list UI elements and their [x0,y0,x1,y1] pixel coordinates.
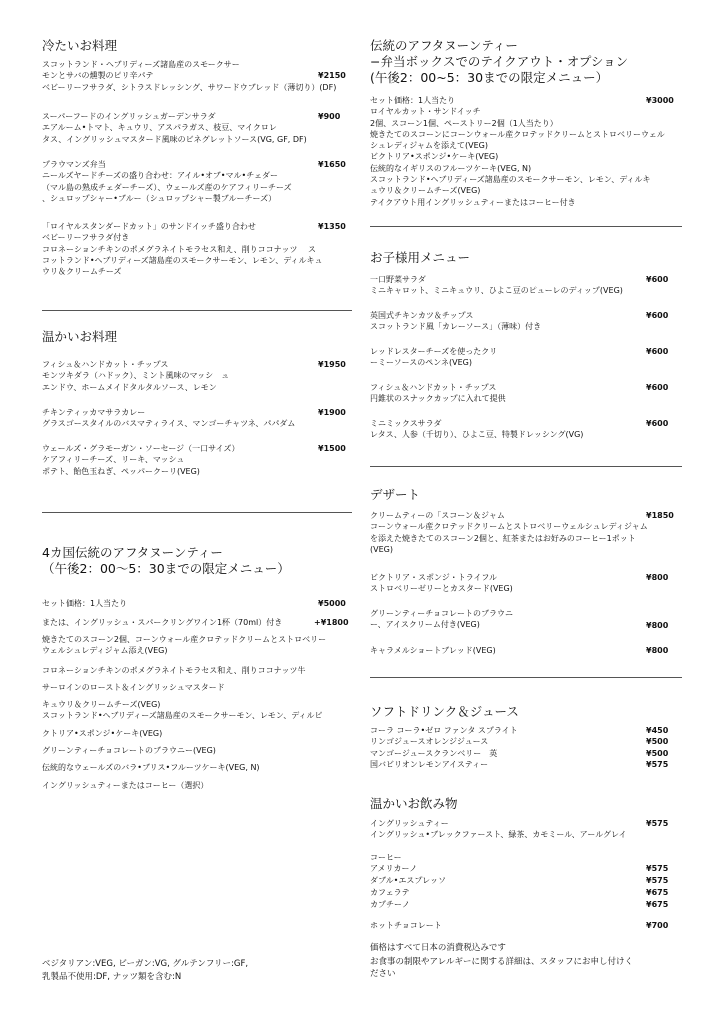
tea-section-title: 4カ国伝統のアフタヌーンティー [42,545,223,560]
drink-price: ¥500 [646,748,669,758]
menu-item [370,645,670,656]
item-line: ベビーリーフサラダ付き [42,233,130,243]
takeout-content [370,95,674,208]
coffee-row [370,875,670,886]
menu-item [42,359,346,393]
item-line: ポテト、飴色玉ねぎ、ペッパークーリ(VEG) [42,466,200,476]
takeout-title: 伝統のアフタヌーンティー [370,38,518,53]
item-line: クトリア•スポンジ•ケーキ(VEG) [42,728,163,738]
coffee-price: ¥575 [646,864,669,874]
drink-list [370,725,670,770]
drink-label: リンゴジュースオレンジジュース [370,737,489,747]
item-line: コロネーションチキンのポメグラネイトモラセス和え、削りココナッツ ス [42,244,317,254]
coffee-price: ¥575 [646,875,669,885]
item-line: 2個、スコーン1個、ペーストリー2個（1人当たり） [370,118,558,128]
coffee-row [370,887,670,898]
tea-set-label: セット価格：1人当たり [42,599,128,608]
menu-item [370,310,670,333]
item-line: スコットランド・ヘブリディーズ諸島産のスモークサー [42,60,240,69]
item-line: スコットランド•ヘブリディーズ諸島産のスモークサーモン、レモン、ディルキ [370,175,651,185]
hot-tea-desc: イングリッシュ•ブレックファースト、緑茶、カモミール、アールグレイ [370,830,627,840]
drink-row [370,748,670,759]
item-line: キャラメルショートブレッド(VEG) [370,646,496,655]
item-line: イングリッシュティーまたはコーヒー（選択） [42,780,209,790]
item-line: 「ロイヤルスタンダードカット」のサンドイッチ盛り合わせ [42,222,256,231]
coffee-row [370,899,670,910]
menu-item [42,159,346,204]
item-line: シュレディジャムを添えて(VEG) [370,141,489,151]
item-line: ストロベリーゼリーとカスタード(VEG) [370,584,513,594]
item-line: ウェルシュレディジャム添え(VEG) [42,646,168,656]
divider [42,512,352,513]
item-line: フィシュ＆ハンドカット・チップス [42,360,169,369]
diet-legend-line: ベジタリアン:VEG, ビーガン:VG, グルテンフリー:GF, [42,959,249,969]
drink-price: ¥450 [646,726,669,735]
item-line: 焼きたてのスコーンにコーンウォール産クロテッドクリームとストロベリーウェル [370,129,665,139]
item-price: ¥1650 [318,160,346,169]
item-line: キュウリ＆クリームチーズ(VEG) [42,700,161,710]
item-line: 一口野菜サラダ [370,275,426,284]
item-line: ウリ＆クリームチーズ [42,267,122,277]
coffee-price: ¥675 [646,887,669,897]
menu-item [370,274,670,297]
drink-label: 国バビリオンレモンアイスティー [370,759,489,769]
menu-item [42,443,346,477]
item-line: ーミーソースのペンネ(VEG) [370,358,473,368]
coffee-label: カフェラテ [370,887,410,897]
item-line: グラスゴースタイルのバスマティライス、マンゴーチャツネ、パパダム [42,419,296,429]
menu-item [370,418,670,441]
item-line: エアルーム•トマト、キュウリ、アスパラガス、枝豆、マイクロレ [42,123,277,133]
tax-note: 価格はすべて日本の消費税込みです [370,943,506,953]
item-line: エンドウ、ホームメイドタルタルソース、レモン [42,382,217,392]
divider [370,226,682,227]
hot-chocolate-price: ¥700 [646,921,669,930]
item-line: モンとサバの燻製のピリ辛パテ [42,71,154,81]
item-price: ¥1500 [318,444,346,453]
item-line: グリーンティーチョコレートのブラウニ [370,609,513,618]
item-line: チキンティッカマサラカレー [42,408,146,417]
menu-item [42,221,346,277]
tea-option-price: +¥1800 [314,618,349,627]
item-line: (VEG) [370,544,393,554]
tea-set-price: ¥5000 [318,599,346,608]
warm-section-title: 温かいお料理 [42,329,118,344]
item-line: スーパーフードのイングリッシュガーデンサラダ [42,112,216,121]
item-price: ¥800 [646,621,669,630]
drink-label: マンゴージュースクランベリー 英 [370,748,498,758]
item-line: ミニキャロット、ミニキュウリ、ひよこ豆のピューレのディップ(VEG) [370,286,623,296]
item-line: ロイヤルカット・サンドイッチ [370,107,481,117]
takeout-set-label: セット価格：1人当たり [370,96,456,105]
drink-label: コーラ コーラ•ゼロ ファンタ スプライト [370,726,518,735]
takeout-title: −弁当ボックスでのテイクアウト・オプション [370,54,629,69]
item-line: テイクアウト用イングリッシュティーまたはコーヒー付き [370,197,576,207]
menu-item [370,382,670,405]
takeout-set-price: ¥3000 [646,96,674,105]
divider [370,466,682,467]
item-line: モンツキダラ（ハドック）、ミント風味のマッシ ュ [42,371,230,381]
tea-content [42,634,346,791]
item-line: 焼きたてのスコーン2個、コーンウォール産クロテッドクリームとストロベリー [42,635,327,644]
item-line: 、シュロップシャー•ブルー（シュロップシャー製ブルーチーズ） [42,193,277,203]
item-price: ¥600 [646,347,669,356]
item-line: 英国式チキンカツ＆チップス [370,311,474,320]
item-line: 伝統的なイギリスのフルーツケーキ(VEG, N) [370,163,532,173]
item-price: ¥1900 [318,408,346,417]
coffee-heading: コーヒー [370,853,402,862]
drink-price: ¥575 [646,759,669,769]
item-price: ¥800 [646,646,669,655]
diet-legend-line: 乳製品不使用:DF, ナッツ類を含む:N [42,972,182,982]
takeout-title: (午後2：00~5：30までの限定メニュー） [370,70,609,85]
item-price: ¥1850 [646,511,674,520]
item-line: グリーンティーチョコレートのブラウニー(VEG) [42,746,216,756]
item-line: レッドレスターチーズを使ったクリ [370,347,498,356]
item-line: ベビーリーフサラダ、シトラスドレッシング、サワードウブレッド（薄切り）(DF) [42,82,337,92]
kids-section-title: お子様用メニュー [370,250,471,265]
allergy-note: お食事の制限やアレルギーに関する詳細は、スタッフにお申し付けく [370,957,633,967]
coffee-row [370,863,670,874]
coffee-price: ¥675 [646,900,669,910]
item-line: コットランド•ヘブリディーズ諸島産のスモークサーモン、レモン、ディルキュ [42,255,323,265]
menu-item [370,608,670,631]
item-line: を添えた焼きたてのスコーン2個と、紅茶またはお好みのコーヒー1ポット [370,533,636,543]
item-line: 伝統的なウェールズのバラ•ブリス•フルーツケーキ(VEG, N) [42,763,260,773]
item-line: レタス、人参（千切り）、ひよこ豆、特製ドレッシング(VG) [370,430,584,440]
item-line: ビクトリア・スポンジ・トライフル [370,573,497,582]
drink-price: ¥500 [646,737,669,747]
divider [370,677,682,678]
item-line: コロネーションチキンのポメグラネイトモラセス和え、削りココナッツ牛 [42,665,306,675]
item-line: 円錐状のスナックカップに入れて提供 [370,394,506,404]
soft-drinks-title: ソフトドリンク＆ジュース [370,704,519,719]
item-price: ¥600 [646,311,669,320]
drink-row [370,725,670,736]
hot-tea-price: ¥575 [646,819,669,828]
menu-item [42,407,346,430]
item-line: サーロインのロースト＆イングリッシュマスタード [42,682,225,692]
item-price: ¥600 [646,419,669,428]
item-line: ュウリ＆クリームチーズ(VEG) [370,186,481,196]
tea-option-label: または、イングリッシュ・スパークリングワイン1杯（70ml）付き [42,618,283,627]
item-line: クリームティーの「スコーン＆ジャム [370,511,505,520]
hot-drinks-title: 温かいお飲み物 [370,796,458,811]
item-price: ¥600 [646,275,669,284]
cold-section-title: 冷たいお料理 [42,38,118,53]
hot-chocolate-row [370,920,670,931]
menu-item [370,510,674,555]
item-line: スコットランド風「カレーソース」（薄味）付き [370,322,542,332]
item-line: ニールズヤードチーズの盛り合わせ：アイル•オブ•マル•チェダー [42,171,278,181]
tea-set-price-row [42,598,346,609]
item-line: タス、イングリッシュマスタード風味のビネグレットソース(VG, GF, DF) [42,134,307,144]
item-line: ウェールズ・グラモーガン・ソーセージ（一口サイズ） [42,444,240,453]
tea-option-row [42,617,349,628]
item-line: フィシュ＆ハンドカット・チップス [370,383,497,392]
item-price: ¥800 [646,573,669,582]
item-line: プラウマンズ弁当 [42,160,106,169]
item-price: ¥1350 [318,222,346,231]
hot-tea-item [370,818,670,841]
dessert-section-title: デザート [370,487,421,502]
hot-chocolate-label: ホットチョコレート [370,921,442,930]
item-line: ビクトリア•スポンジ•ケーキ(VEG) [370,152,499,162]
menu-item [42,59,346,93]
coffee-label: カプチーノ [370,900,410,910]
item-line: スコットランド•ヘブリディーズ諸島産のスモークサーモン、レモン、ディルビ [42,711,323,721]
item-line: （マル島の熟成チェダーチーズ）、ウェールズ産のケアフィリーチーズ [42,182,292,192]
coffee-label: アメリカーノ [370,864,418,874]
item-price: ¥2150 [318,71,346,80]
divider [42,310,352,311]
tea-section-subtitle: （午後2：00～5：30までの限定メニュー） [42,561,290,576]
item-price: ¥900 [318,112,341,121]
menu-item [370,572,670,595]
coffee-label: ダブル•エスプレッソ [370,875,446,885]
item-line: ー、アイスクリーム付き(VEG) [370,620,480,630]
drink-row [370,759,670,770]
item-line: コーンウォール産クロテッドクリームとストロベリーウェルシュレディジャム [370,522,648,532]
menu-item [42,111,346,145]
drink-row [370,736,670,747]
item-price: ¥1950 [318,360,346,369]
item-line: ミニミックスサラダ [370,419,442,428]
coffee-list [370,852,670,910]
hot-tea-label: イングリッシュティー [370,819,449,828]
item-line: ケアフィリーチーズ、リーキ、マッシュ [42,455,185,465]
menu-item [370,346,670,369]
allergy-note: ださい [370,969,396,979]
item-price: ¥600 [646,383,669,392]
